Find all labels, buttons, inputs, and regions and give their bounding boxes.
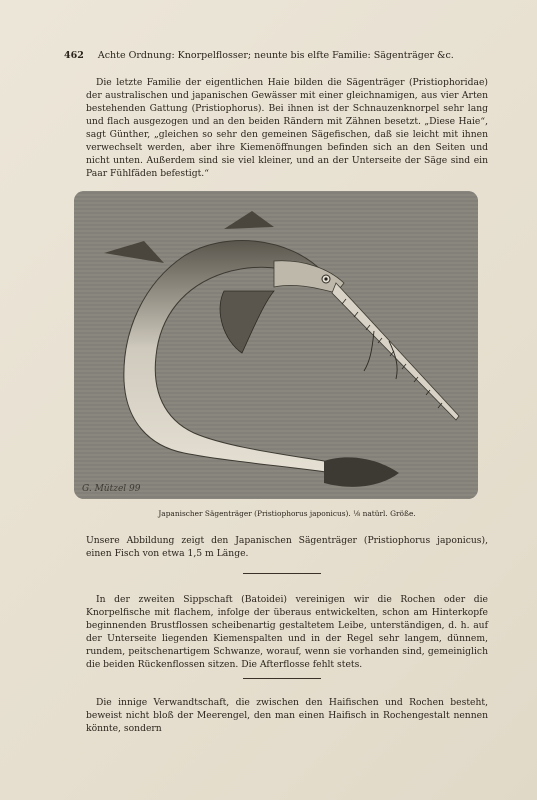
paragraph-intro: Die letzte Familie der eigentlichen Haie bilden die Sägenträger (Pristiophoridae) der australischen und japanischen Gewässer mit einer gleichnamigen, aus vier Arten bestehenden Gattung (Pristiophorus). Bei ihnen ist der Schnauzenknorpel sehr lang und flach ausgezogen und an den beiden Rändern mit Zähnen besetzt. „Diese Haie“, sagt Günther, „gleichen so sehr den gemeinen Sägefischen, daß sie leicht mit ihnen verwechselt werden, aber ihre Kiemenöffnungen befinden sich an den Seiten und nicht unten. Außerdem sind sie viel kleiner, und an der Unterseite der Säge sind ein Paar Fühlfäden befestigt.“ bbox=[86, 77, 488, 179]
paragraph-batoidei: In der zweiten Sippschaft (Batoidei) vereinigen wir die Rochen oder die Knorpelfische mit flachem, infolge der überaus entwickelten, schon am Hinterkopfe beginnenden Brustflossen scheibenartig gestaltetem Leibe, unterständigen, d. h. auf der Unterseite liegenden Kiemenspalten und in der Regel sehr langem, dünnem, rundem, peitschenartigem Schwanze, worauf, wenn sie vorhanden sind, gemeiniglich die beiden Rückenflossen sitzen. Die Afterflosse fehlt stets. bbox=[86, 594, 488, 670]
running-title: Achte Ordnung: Knorpelflosser; neunte bis elfte Familie: Sägenträger &c. bbox=[97, 50, 454, 61]
section-divider bbox=[243, 573, 321, 574]
page-number: 462 bbox=[64, 50, 84, 61]
paragraph-illustration: Unsere Abbildung zeigt den Japanischen Sägenträger (Pristiophorus japonicus), einen Fisch von etwa 1,5 m Länge. bbox=[86, 535, 488, 559]
sawshark-illustration bbox=[74, 191, 478, 499]
section-divider bbox=[243, 678, 321, 679]
running-header bbox=[64, 50, 484, 61]
paragraph-relation: Die innige Verwandtschaft, die zwischen den Haifischen und Rochen besteht, beweist nicht bloß der Meerengel, den man einen Haifisch in Rochengestalt nennen könnte, sondern bbox=[86, 697, 488, 734]
sawshark-engraving bbox=[74, 191, 478, 499]
artist-signature: G. Mützel 99 bbox=[82, 484, 141, 494]
figure-caption: Japanischer Sägenträger (Pristiophorus japonicus). ¹⁄₈ natürl. Größe. bbox=[158, 509, 416, 518]
